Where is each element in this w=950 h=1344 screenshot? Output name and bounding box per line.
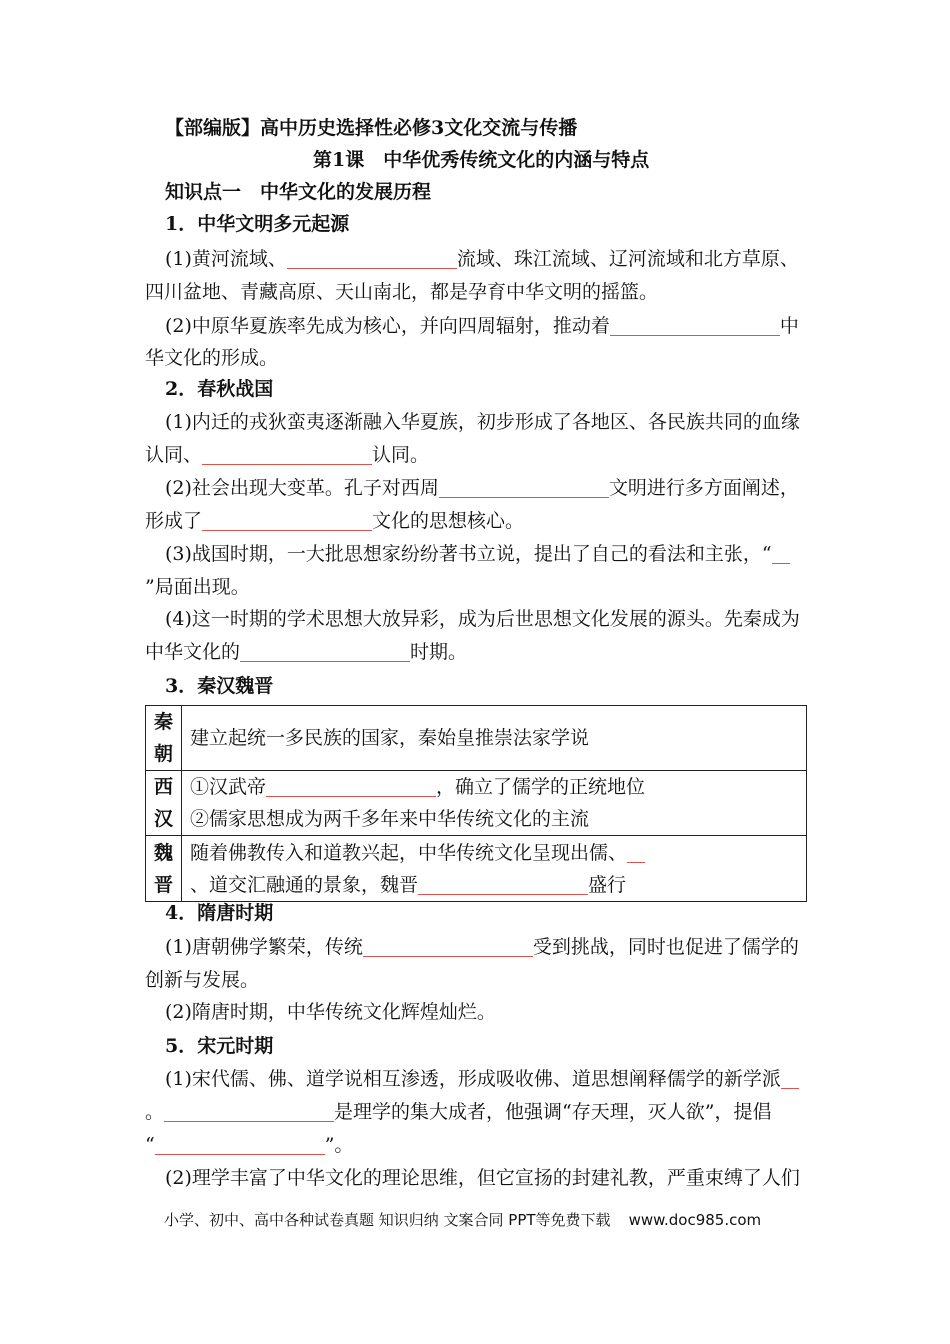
text: 。 — [145, 1101, 165, 1123]
text: (2)社会出现大变革。孔子对西周 — [165, 477, 439, 499]
s5-paragraph-2-line-1: (2)理学丰富了中华文化的理论思维，但它宣扬的封建礼教，严重束缚了人们 — [165, 1167, 800, 1189]
row-content — [182, 771, 807, 836]
row-content — [182, 706, 807, 771]
text: 文化的思想核心。 — [372, 510, 525, 532]
fill-blank[interactable] — [266, 774, 436, 797]
row-line — [190, 837, 806, 869]
text: 认同。 — [372, 444, 430, 466]
s4-paragraph-1-line-1 — [165, 931, 799, 963]
s2-paragraph-1-line-2 — [145, 439, 429, 471]
s5-paragraph-1-line-1 — [165, 1063, 799, 1095]
section-3-title: 3．秦汉魏晋 — [165, 675, 274, 697]
fill-blank[interactable] — [363, 934, 533, 957]
s2-paragraph-2-line-1 — [165, 472, 799, 504]
text: (1)黄河流域、 — [165, 248, 287, 270]
text: 中华文化的 — [145, 641, 241, 663]
text: 流域、珠江流域、辽河流域和北方草原、 — [456, 248, 799, 270]
text: “ — [145, 1134, 155, 1156]
document-title: 【部编版】高中历史选择性必修3文化交流与传播 — [165, 117, 578, 139]
text: (1)宋代儒、佛、道学说相互渗透，形成吸收佛、道思想阐释儒学的新学派 — [165, 1068, 781, 1090]
row-head-char: 朝 — [153, 743, 173, 765]
row-line — [190, 771, 806, 803]
row-line — [190, 869, 806, 901]
s1-paragraph-2-line-1 — [165, 310, 799, 342]
text: 文明进行多方面阐述， — [608, 477, 799, 499]
knowledge-point-1-title: 知识点一 中华文化的发展历程 — [165, 181, 432, 203]
fill-blank[interactable] — [155, 1132, 325, 1155]
row-line: 建立起统一多民族的国家，秦始皇推崇法家学说 — [190, 727, 590, 749]
row-head-char: 秦 — [153, 711, 173, 733]
text: 认同、 — [145, 444, 203, 466]
section-4-title: 4．隋唐时期 — [165, 902, 274, 924]
table-row — [146, 706, 807, 771]
table-row — [146, 836, 807, 902]
text: 是理学的集大成者，他强调“存天理，灭人欲”，提倡 — [334, 1101, 772, 1123]
section-2-title: 2．春秋战国 — [165, 378, 274, 400]
text: 形成了 — [145, 510, 203, 532]
text: ”。 — [324, 1134, 354, 1156]
text: 时期。 — [410, 641, 468, 663]
fill-blank[interactable] — [164, 1099, 334, 1122]
text: 盛行 — [588, 873, 627, 896]
s4-paragraph-2: (2)隋唐时期，中华传统文化辉煌灿烂。 — [165, 1001, 496, 1023]
text: 中 — [779, 315, 799, 337]
row-line: ②儒家思想成为两千多年来中华传统文化的主流 — [190, 808, 590, 830]
text: (2)中原华夏族率先成为核心，并向四周辐射，推动着 — [165, 315, 610, 337]
text: ，确立了儒学的正统地位 — [436, 776, 646, 798]
s2-paragraph-4-line-2 — [145, 636, 467, 668]
row-content — [182, 836, 807, 902]
text: (3)战国时期，一大批思想家纷纷著书立说，提出了自己的看法和主张，“ — [165, 543, 772, 565]
table-row — [146, 771, 807, 836]
s2-paragraph-2-line-2 — [145, 505, 524, 537]
s5-paragraph-1-line-3 — [145, 1129, 353, 1161]
fill-blank[interactable] — [287, 246, 457, 269]
s1-paragraph-1-line-1 — [165, 243, 799, 275]
fill-blank[interactable] — [781, 1066, 799, 1089]
fill-blank[interactable] — [772, 541, 790, 564]
section-5-title: 5．宋元时期 — [165, 1035, 274, 1057]
footer-url-link[interactable]: www.doc985.com — [628, 1211, 762, 1229]
row-head-char: 西 — [153, 776, 173, 798]
s1-paragraph-1-line-2: 四川盆地、青藏高原、天山南北，都是孕育中华文明的摇篮。 — [145, 281, 659, 303]
s2-paragraph-1-line-1: (1)内迁的戎狄蛮夷逐渐融入华夏族，初步形成了各地区、各民族共同的血缘 — [165, 411, 800, 433]
fill-blank[interactable] — [240, 639, 410, 662]
s4-paragraph-1-line-2: 创新与发展。 — [145, 969, 260, 991]
s2-paragraph-3-line-1 — [165, 538, 790, 570]
dynasty-table — [145, 705, 807, 902]
s2-paragraph-3-line-2: ”局面出现。 — [145, 576, 250, 598]
text: 、道交汇融通的景象，魏晋 — [190, 873, 419, 896]
fill-blank[interactable] — [627, 840, 645, 863]
text: (1)唐朝佛学繁荣，传统 — [165, 936, 363, 958]
page-footer — [164, 1209, 761, 1230]
fill-blank[interactable] — [202, 442, 372, 465]
row-head — [146, 771, 182, 836]
section-1-title: 1．中华文明多元起源 — [165, 213, 350, 235]
fill-blank[interactable] — [202, 508, 372, 531]
fill-blank[interactable] — [418, 872, 588, 895]
row-head — [146, 706, 182, 771]
row-head — [146, 836, 182, 902]
row-head-char: 魏 — [153, 841, 173, 864]
text: 受到挑战，同时也促进了儒学的 — [532, 936, 799, 958]
footer-text: 小学、初中、高中各种试卷真题 知识归纳 文案合同 PPT等免费下载 — [164, 1211, 611, 1229]
lesson-title: 第1课 中华优秀传统文化的内涵与特点 — [313, 149, 650, 171]
text: 随着佛教传入和道教兴起，中华传统文化呈现出儒、 — [190, 841, 628, 864]
s1-paragraph-2-line-2: 华文化的形成。 — [145, 347, 279, 369]
row-head-char: 汉 — [153, 808, 173, 830]
row-head-char: 晋 — [153, 873, 173, 896]
text: ①汉武帝 — [190, 776, 267, 798]
fill-blank[interactable] — [439, 475, 609, 498]
s2-paragraph-4-line-1: (4)这一时期的学术思想大放异彩，成为后世思想文化发展的源头。先秦成为 — [165, 608, 800, 630]
s5-paragraph-1-line-2 — [145, 1096, 771, 1128]
fill-blank[interactable] — [610, 313, 780, 336]
